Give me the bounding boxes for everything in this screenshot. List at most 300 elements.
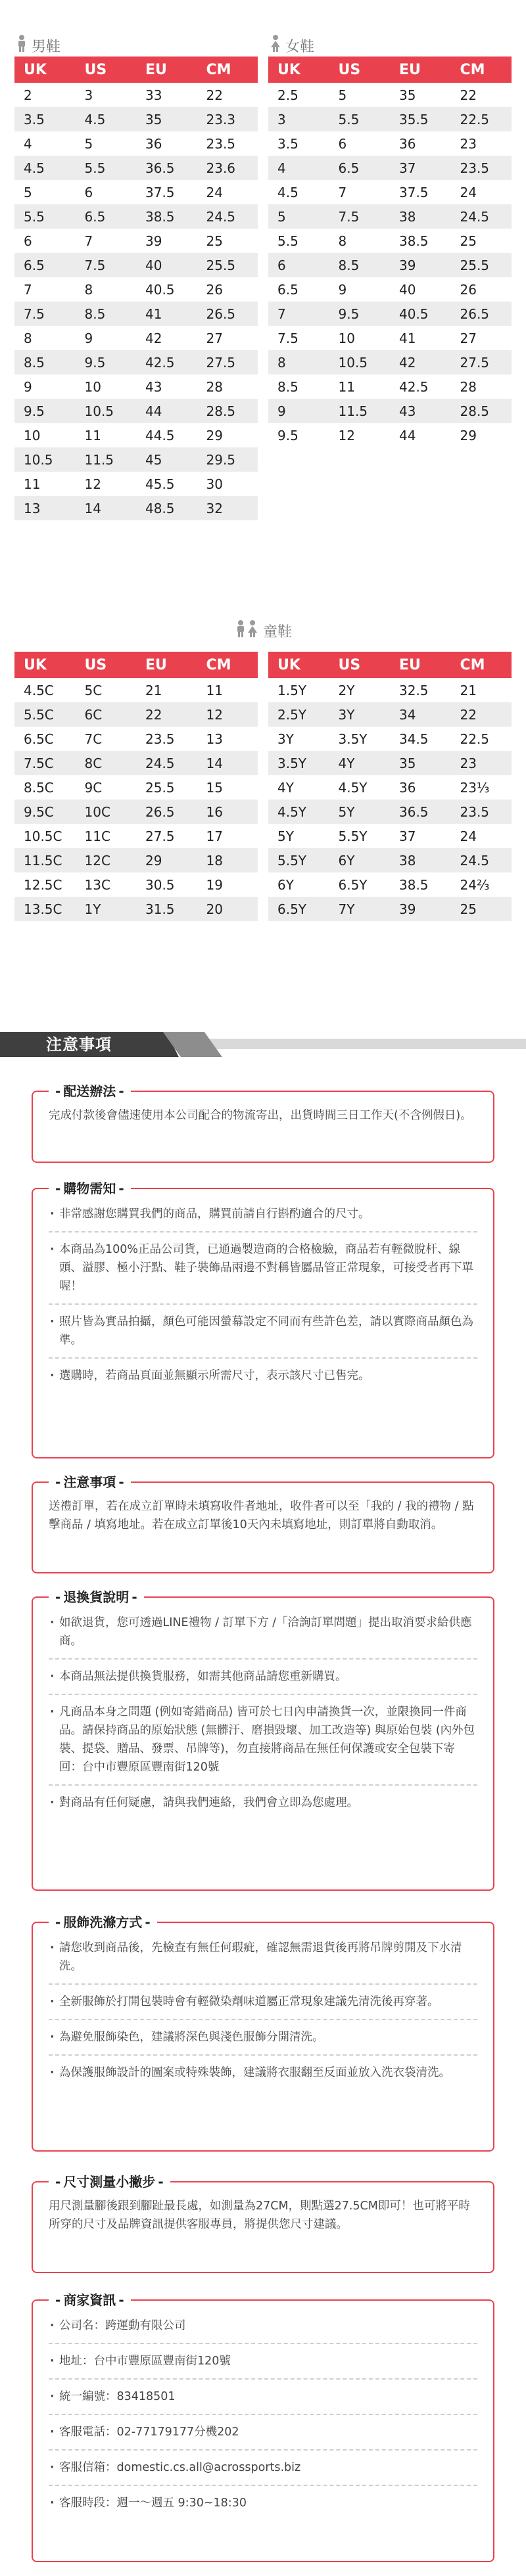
table-row (268, 800, 512, 824)
table-cell: 29 (136, 848, 197, 872)
table-cell: 10.5 (14, 447, 76, 472)
table-row (14, 107, 258, 131)
column-header: CM (197, 652, 258, 678)
table-cell: 23⅓ (451, 775, 512, 800)
kids-table-title: 童鞋 (262, 623, 292, 641)
column-header: UK (268, 56, 329, 83)
table-row (268, 302, 512, 326)
table-cell: 6.5 (329, 156, 391, 180)
table-cell: 4 (268, 156, 329, 180)
table-cell: 11 (14, 472, 76, 496)
table-cell: 6.5 (268, 277, 329, 302)
table-row (14, 229, 258, 253)
table-row (14, 824, 258, 848)
laundry-item: · 全新服飾於打開包裝時會有輕微染劑味道屬正常現象建議先清洗後再穿著。 (49, 1993, 477, 2011)
table-cell: 25.5 (197, 253, 258, 277)
table-cell: 24 (451, 180, 512, 204)
table-cell: 36.5 (390, 800, 451, 824)
table-cell: 16 (197, 800, 258, 824)
table-cell: 6Y (268, 872, 329, 897)
column-header: US (329, 56, 391, 83)
table-cell: 38 (390, 848, 451, 872)
table-cell: 7.5C (14, 751, 76, 775)
merchant-company: · 公司名：跨運動有限公司 (49, 2316, 477, 2335)
column-header: CM (197, 56, 258, 83)
table-cell: 4.5Y (268, 800, 329, 824)
table-cell: 8.5 (14, 350, 76, 374)
table-cell: 40.5 (390, 302, 451, 326)
table-cell: 40 (136, 253, 197, 277)
table-cell: 39 (390, 253, 451, 277)
table-cell: 13.5C (14, 897, 76, 921)
table-cell: 28.5 (451, 399, 512, 423)
divider (49, 1784, 477, 1786)
divider (49, 2485, 477, 2486)
table-cell: 9 (268, 399, 329, 423)
table-cell: 5 (76, 131, 137, 156)
table-cell: 39 (136, 229, 197, 253)
column-header: CM (451, 56, 512, 83)
table-cell: 8.5 (76, 302, 137, 326)
table-row (268, 204, 512, 229)
notes-banner (0, 1028, 526, 1061)
table-cell: 23.5 (197, 131, 258, 156)
table-cell: 9C (76, 775, 137, 800)
table-cell: 6.5Y (329, 872, 391, 897)
table-cell: 6 (329, 131, 391, 156)
table-cell: 8 (329, 229, 391, 253)
table-cell: 3.5 (14, 107, 76, 131)
table-row (14, 848, 258, 872)
table-row (268, 374, 512, 399)
table-row (268, 751, 512, 775)
table-row (14, 702, 258, 727)
table-cell: 15 (197, 775, 258, 800)
column-header: EU (390, 56, 451, 83)
table-cell: 2 (14, 83, 76, 107)
purchase-item: · 本商品為100%正品公司貨，已通過製造商的合格檢驗，商品若有輕微脫杆、線頭、溢膠、極小汙點、鞋子裝飾品兩邊不對稱皆屬品管正常現象，可接受者再下單喔！ (49, 1240, 477, 1296)
table-cell: 8.5 (329, 253, 391, 277)
table-cell: 6C (76, 702, 137, 727)
table-cell: 42.5 (136, 350, 197, 374)
table-cell: 29 (197, 423, 258, 447)
table-cell: 11.5C (14, 848, 76, 872)
table-cell: 5.5 (329, 107, 391, 131)
table-row (14, 83, 258, 107)
divider (49, 2449, 477, 2451)
table-cell: 4.5 (268, 180, 329, 204)
table-cell: 13 (197, 727, 258, 751)
table-row (268, 824, 512, 848)
table-row (268, 727, 512, 751)
table-cell: 34.5 (390, 727, 451, 751)
table-row (14, 156, 258, 180)
table-cell: 48.5 (136, 496, 197, 520)
table-cell: 10 (14, 423, 76, 447)
table-cell: 45 (136, 447, 197, 472)
table-cell: 22 (451, 83, 512, 107)
table-cell: 29.5 (197, 447, 258, 472)
table-row (268, 229, 512, 253)
table-cell: 23 (451, 751, 512, 775)
table-cell: 2Y (329, 678, 391, 702)
table-cell: 14 (197, 751, 258, 775)
table-cell: 7 (14, 277, 76, 302)
table-cell: 29 (451, 423, 512, 447)
kids-right-block (268, 652, 512, 947)
table-cell: 27.5 (136, 824, 197, 848)
table-row (14, 872, 258, 897)
table-cell: 28 (451, 374, 512, 399)
table-cell: 12 (76, 472, 137, 496)
table-cell: 9 (329, 277, 391, 302)
table-row (268, 872, 512, 897)
column-header: US (329, 652, 391, 678)
table-cell: 13 (14, 496, 76, 520)
table-cell: 1.5Y (268, 678, 329, 702)
table-cell: 5.5Y (268, 848, 329, 872)
table-cell: 26 (197, 277, 258, 302)
purchase-title: - 購物需知 - (49, 1180, 131, 1197)
order-notice-text: 送禮訂單，若在成立訂單時未填寫收件者地址，收件者可以至「我的 / 我的禮物 / 點擊商品 / 填寫地址。若在成立訂單後10天內未填寫地址，則訂單將自動取消。 (49, 1500, 474, 1531)
table-cell: 21 (136, 678, 197, 702)
table-cell: 9.5 (14, 399, 76, 423)
table-filler-row (268, 921, 512, 947)
divider (49, 1983, 477, 1985)
table-row (14, 472, 258, 496)
table-cell: 12 (329, 423, 391, 447)
laundry-item: · 為保護服飾設計的圖案或特殊裝飾，建議將衣服翻至反面並放入洗衣袋清洗。 (49, 2064, 477, 2082)
table-cell: 6.5 (14, 253, 76, 277)
table-cell: 11C (76, 824, 137, 848)
table-cell: 9.5 (329, 302, 391, 326)
women-table-header (268, 56, 512, 83)
table-cell: 8 (268, 350, 329, 374)
table-cell: 10.5 (76, 399, 137, 423)
table-cell: 3.5 (268, 131, 329, 156)
purchase-item: · 照片皆為實品拍攝，顏色可能因螢幕設定不同而有些許色差，請以實際商品顏色為準。 (49, 1313, 477, 1349)
column-header: CM (451, 652, 512, 678)
table-cell: 23.6 (197, 156, 258, 180)
table-cell: 9.5 (268, 423, 329, 447)
table-cell: 23.5 (136, 727, 197, 751)
men-table-body (14, 83, 258, 520)
merchant-card (32, 2292, 494, 2562)
table-cell: 3Y (329, 702, 391, 727)
table-cell: 4Y (329, 751, 391, 775)
table-cell: 12 (197, 702, 258, 727)
divider (49, 1694, 477, 1695)
kids-title-row (0, 619, 526, 643)
table-cell: 5 (329, 83, 391, 107)
table-cell: 5.5C (14, 702, 76, 727)
laundry-title: - 服飾洗滌方式 - (49, 1914, 157, 1931)
table-filler-row (14, 921, 258, 947)
table-cell: 10C (76, 800, 137, 824)
table-cell: 5Y (268, 824, 329, 848)
merchant-title: - 商家資訊 - (49, 2292, 131, 2309)
table-row (14, 326, 258, 350)
table-cell: 22 (197, 83, 258, 107)
table-cell: 24.5 (451, 848, 512, 872)
men-size-table (14, 56, 258, 520)
table-cell: 38 (390, 204, 451, 229)
table-row (14, 423, 258, 447)
table-cell: 37.5 (390, 180, 451, 204)
table-cell: 4.5Y (329, 775, 391, 800)
table-cell: 25 (197, 229, 258, 253)
table-row (14, 399, 258, 423)
table-cell: 19 (197, 872, 258, 897)
table-cell: 1Y (76, 897, 137, 921)
table-cell: 35 (390, 751, 451, 775)
table-cell: 24⅔ (451, 872, 512, 897)
table-cell: 20 (197, 897, 258, 921)
table-cell: 43 (390, 399, 451, 423)
male-icon (14, 34, 29, 56)
table-row (268, 180, 512, 204)
table-cell: 22.5 (451, 107, 512, 131)
table-cell: 6.5C (14, 727, 76, 751)
column-header: US (76, 56, 137, 83)
table-cell: 23 (451, 131, 512, 156)
table-cell: 2.5Y (268, 702, 329, 727)
table-cell: 3 (76, 83, 137, 107)
table-cell: 45.5 (136, 472, 197, 496)
column-header: EU (136, 652, 197, 678)
table-row (14, 277, 258, 302)
table-cell: 3.5Y (268, 751, 329, 775)
table-cell: 33 (136, 83, 197, 107)
table-cell: 4Y (268, 775, 329, 800)
table-cell: 42 (390, 350, 451, 374)
table-row (14, 447, 258, 472)
table-row (268, 678, 512, 702)
table-cell: 10 (329, 326, 391, 350)
table-cell: 30 (197, 472, 258, 496)
table-cell: 10 (76, 374, 137, 399)
column-header: UK (268, 652, 329, 678)
table-cell: 35.5 (390, 107, 451, 131)
table-cell: 25.5 (451, 253, 512, 277)
table-cell: 6.5Y (268, 897, 329, 921)
table-cell: 37 (390, 824, 451, 848)
table-cell: 8.5 (268, 374, 329, 399)
divider (49, 2378, 477, 2380)
table-cell: 7 (329, 180, 391, 204)
table-cell: 25.5 (136, 775, 197, 800)
table-cell: 25 (451, 229, 512, 253)
table-cell: 26.5 (197, 302, 258, 326)
adult-size-tables (14, 34, 512, 520)
table-cell: 24 (197, 180, 258, 204)
table-row (14, 253, 258, 277)
measure-text: 用尺測量腳後跟到腳趾最長處，如測量為27CM，則點選27.5CM即可！也可將平時所穿的尺寸及品牌資訊提供客服專員，將提供您尺寸建議。 (49, 2200, 470, 2231)
table-row (14, 374, 258, 399)
table-cell: 18 (197, 848, 258, 872)
returns-item: · 凡商品本身之問題 (例如寄錯商品) 皆可於七日內申請換貨一次，並限換同一件商品。請保持商品的原始狀態 (無髒汙、磨損毀壞、加工改造等) 與原始包裝 (內外包裝、提袋、贈品、發票、吊牌等)，勿直接將商品在無任何保護或安全包裝下寄回：台中市豐原區豐南街120號 (49, 1703, 477, 1776)
divider (49, 1357, 477, 1359)
table-cell: 28.5 (197, 399, 258, 423)
table-cell: 4 (14, 131, 76, 156)
table-cell: 36.5 (136, 156, 197, 180)
table-cell: 23.5 (451, 156, 512, 180)
table-cell: 37.5 (136, 180, 197, 204)
table-cell: 5 (14, 180, 76, 204)
table-cell: 40.5 (136, 277, 197, 302)
table-cell: 4.5C (14, 678, 76, 702)
returns-item: · 本商品無法提供換貨服務，如需其他商品請您重新購買。 (49, 1667, 477, 1686)
merchant-hours: · 客服時段：週一～週五 9:30~18:30 (49, 2494, 477, 2512)
kids-size-tables (14, 652, 512, 947)
table-row (14, 727, 258, 751)
table-cell: 31.5 (136, 897, 197, 921)
table-row (14, 496, 258, 520)
kids-left-table (14, 652, 258, 947)
table-cell: 7 (76, 229, 137, 253)
table-row (268, 83, 512, 107)
merchant-tax-id: · 統一編號：83418501 (49, 2387, 477, 2406)
table-cell: 5.5 (268, 229, 329, 253)
table-cell: 40 (390, 277, 451, 302)
returns-title: - 退換貨說明 - (49, 1589, 144, 1606)
divider (49, 1303, 477, 1305)
table-cell: 22 (451, 702, 512, 727)
table-cell: 28 (197, 374, 258, 399)
table-cell: 27 (451, 326, 512, 350)
men-title-row (14, 34, 258, 56)
merchant-email: · 客服信箱：domestic.cs.all@acrossports.biz (49, 2458, 477, 2477)
table-cell: 44.5 (136, 423, 197, 447)
column-header: EU (390, 652, 451, 678)
table-cell: 9 (14, 374, 76, 399)
men-size-block (14, 34, 258, 520)
women-size-block (268, 34, 512, 520)
table-cell: 8 (14, 326, 76, 350)
table-cell: 5.5 (14, 204, 76, 229)
table-row (268, 350, 512, 374)
returns-item: · 如欲退貨，您可透過LINE禮物 / 訂單下方 /「洽詢訂單問題」提出取消要求給供應商。 (49, 1614, 477, 1650)
table-cell: 36 (390, 131, 451, 156)
women-table-title: 女鞋 (285, 38, 315, 55)
table-row (268, 702, 512, 727)
purchase-item: · 選購時，若商品頁面並無顯示所需尺寸，表示該尺寸已售完。 (49, 1367, 477, 1385)
returns-card (32, 1589, 494, 1891)
table-cell: 11.5 (329, 399, 391, 423)
table-cell: 3 (268, 107, 329, 131)
table-row (14, 678, 258, 702)
table-cell: 23.3 (197, 107, 258, 131)
order-notice-title: - 注意事項 - (49, 1474, 131, 1491)
table-cell: 38.5 (136, 204, 197, 229)
table-cell: 27.5 (197, 350, 258, 374)
table-cell: 12C (76, 848, 137, 872)
table-cell: 4.5 (14, 156, 76, 180)
table-cell: 9.5 (76, 350, 137, 374)
table-row (268, 107, 512, 131)
table-cell: 24.5 (136, 751, 197, 775)
laundry-card (32, 1914, 494, 2152)
table-row (268, 326, 512, 350)
table-cell: 42.5 (390, 374, 451, 399)
table-cell: 8 (76, 277, 137, 302)
table-cell: 11 (76, 423, 137, 447)
table-cell: 34 (390, 702, 451, 727)
table-row (268, 131, 512, 156)
table-cell: 27 (197, 326, 258, 350)
table-row (14, 897, 258, 921)
table-row (14, 131, 258, 156)
table-cell: 5 (268, 204, 329, 229)
delivery-card (32, 1083, 494, 1163)
column-header: UK (14, 56, 76, 83)
column-header: EU (136, 56, 197, 83)
measure-title: - 尺寸測量小撇步 - (49, 2173, 170, 2190)
table-cell: 21 (451, 678, 512, 702)
table-cell: 32.5 (390, 678, 451, 702)
table-cell: 44 (136, 399, 197, 423)
returns-item: · 對商品有任何疑慮，請與我們連絡，我們會立即為您處理。 (49, 1794, 477, 1812)
table-cell: 10.5 (329, 350, 391, 374)
table-cell: 38.5 (390, 872, 451, 897)
table-cell: 6.5 (76, 204, 137, 229)
table-cell: 26.5 (136, 800, 197, 824)
table-cell: 26 (451, 277, 512, 302)
table-cell: 25 (451, 897, 512, 921)
delivery-title: - 配送辦法 - (49, 1083, 131, 1100)
divider (49, 1658, 477, 1660)
women-size-table (268, 56, 512, 447)
table-cell: 36 (390, 775, 451, 800)
notes-title: 注意事項 (46, 1035, 112, 1054)
table-cell: 38.5 (390, 229, 451, 253)
table-cell: 27.5 (451, 350, 512, 374)
table-cell: 22 (136, 702, 197, 727)
table-cell: 13C (76, 872, 137, 897)
table-cell: 41 (136, 302, 197, 326)
table-cell: 36 (136, 131, 197, 156)
table-cell: 7Y (329, 897, 391, 921)
table-cell: 7C (76, 727, 137, 751)
table-cell: 11 (197, 678, 258, 702)
merchant-address: · 地址：台中市豐原區豐南街120號 (49, 2352, 477, 2370)
table-row (268, 423, 512, 447)
table-cell: 7.5 (14, 302, 76, 326)
kids-right-table (268, 652, 512, 947)
column-header: UK (14, 652, 76, 678)
table-cell: 26.5 (451, 302, 512, 326)
table-cell: 5C (76, 678, 137, 702)
table-cell: 4.5 (76, 107, 137, 131)
measure-card (32, 2174, 494, 2273)
table-cell: 8.5C (14, 775, 76, 800)
table-cell: 9 (76, 326, 137, 350)
table-cell: 6 (268, 253, 329, 277)
table-cell: 35 (390, 83, 451, 107)
table-cell: 10.5C (14, 824, 76, 848)
table-cell: 8C (76, 751, 137, 775)
table-cell: 5Y (329, 800, 391, 824)
table-cell: 32 (197, 496, 258, 520)
table-cell: 6 (76, 180, 137, 204)
table-cell: 35 (136, 107, 197, 131)
table-cell: 6Y (329, 848, 391, 872)
table-row (14, 204, 258, 229)
table-cell: 30.5 (136, 872, 197, 897)
order-notice-card (32, 1474, 494, 1573)
table-row (14, 751, 258, 775)
table-row (14, 180, 258, 204)
